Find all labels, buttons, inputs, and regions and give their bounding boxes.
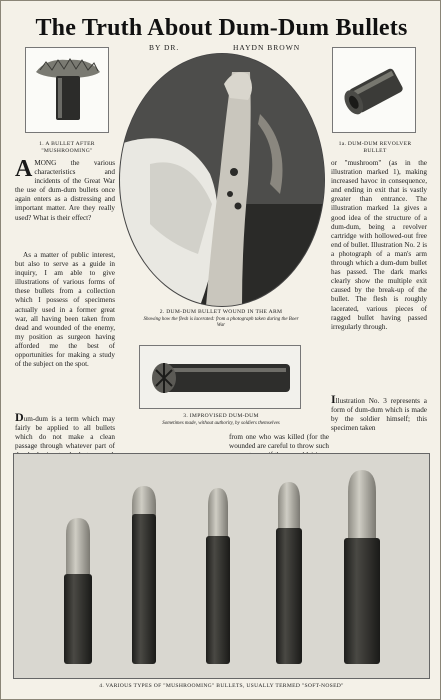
paragraph-middle-text: from one who was killed (for the wounded are careful to throw such bbox=[229, 433, 329, 451]
byline-prefix: BY DR. bbox=[149, 43, 180, 52]
left-column-paragraph-1 bbox=[15, 156, 115, 223]
figure-1a-caption: 1a. DUM-DUM REVOLVER BULLET bbox=[338, 141, 412, 154]
drop-cap-d: D bbox=[15, 410, 24, 424]
figure-4-caption: 4. VARIOUS TYPES OF "MUSHROOMING" BULLETS, USUALLY TERMED "SOFT-NOSED" bbox=[99, 683, 344, 689]
figure-2-subcaption: Showing how the flesh is lacerated: from a photograph taken during the Boer War bbox=[143, 317, 299, 328]
figure-2-caption: 2. DUM-DUM BULLET WOUND IN THE ARM bbox=[159, 309, 283, 315]
bullet-2 bbox=[132, 486, 156, 664]
paragraph-1-text: MONG the various characteristics and incidents of the Great War the use of dum-dum bullets once again enters as a distressing and important matter. Are they really used? What is their effect? bbox=[15, 159, 115, 222]
mushroomed-bullet-image bbox=[26, 48, 109, 133]
page-title: The Truth About Dum-Dum Bullets bbox=[35, 15, 408, 41]
improvised-dum-dum-image bbox=[140, 346, 301, 409]
figure-1a-photo bbox=[332, 47, 416, 133]
bullet-5 bbox=[344, 470, 380, 664]
figure-3-caption: 3. IMPROVISED DUM-DUM bbox=[183, 413, 259, 419]
bullet-4 bbox=[276, 482, 302, 664]
bullet-3 bbox=[206, 488, 230, 664]
revolver-bullet-image bbox=[333, 48, 416, 133]
bullet-1 bbox=[64, 518, 92, 664]
byline-author: HAYDN BROWN bbox=[233, 43, 301, 52]
soft-nosed-bullets-image bbox=[14, 454, 430, 679]
paragraph-3-text: um-dum is a term which may fairly be applied to all bullets which do not make a clean passage through whatever part of bbox=[15, 415, 115, 451]
paragraph-right-text: or "mushroom" (as in the illustration marked 1), making increased havoc in consequence, and ending in exit that is vastly greater than entrance. The illustration marked 1a gives a good idea of the structure of a dum-dum, being a revolver cartridge with hollowed-out free end of bullet. Illustration No. 2 is a photograph of a man's arm through which a dum-dum bullet has passed. The dark marks clearly show the multiple exit caused by the break-up of the bullet. The flesh is roughly lacerated, various pieces of ragged bullet having passed irregularly through. bbox=[331, 159, 427, 331]
figure-1-caption: 1. A BULLET AFTER "MUSHROOMING" bbox=[39, 141, 95, 154]
figure-3-photo bbox=[139, 345, 301, 409]
paragraph-2-text: As a matter of public interest, but also to serve as a guide in inquiry, I am able to give illustrations of various forms of these bullets from a collection which I possess of specimens actually used in a former great war, all having been taken from dead and wounded of the enemy, my position as surgeon having afforded me the best of opportunities for making a study of the subject on the spot. bbox=[15, 251, 115, 369]
figure-3-subcaption: Sometimes made, without authority, by soldiers themselves bbox=[162, 421, 280, 426]
arm-wound-image bbox=[120, 54, 324, 306]
figure-4-photo bbox=[13, 453, 430, 679]
drop-cap-a: A bbox=[15, 156, 33, 182]
figure-2-photo bbox=[119, 53, 325, 307]
paragraph-right-2-text: llustration No. 3 represents a form of dum-dum which is made by the soldier himself; this specimen taken bbox=[331, 397, 427, 433]
left-column-paragraph-2 bbox=[15, 251, 115, 369]
figure-1-photo bbox=[25, 47, 109, 133]
right-column-paragraph-2 bbox=[331, 392, 427, 433]
right-column-paragraph-1 bbox=[331, 159, 427, 332]
drop-cap-i: I bbox=[331, 392, 336, 406]
